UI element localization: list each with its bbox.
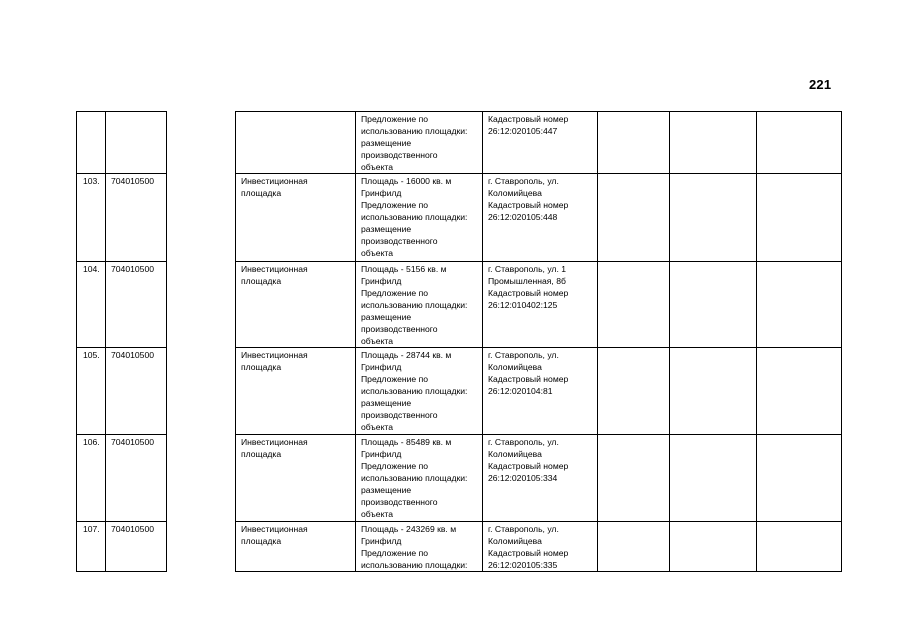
cell-empty — [757, 348, 842, 435]
cell-code: 704010500 — [106, 174, 167, 262]
cell-params: Предложение по использованию площадки: размещение производственного объекта — [356, 112, 483, 174]
cell-empty — [670, 522, 757, 572]
page-number: 221 — [809, 77, 832, 92]
cell-address: Кадастровый номер 26:12:020105:447 — [483, 112, 598, 174]
cell-empty — [598, 348, 670, 435]
cell-type: Инвестиционная площадка — [236, 435, 356, 522]
cell-params: Площадь - 5156 кв. м Гринфилд Предложение по использованию площадки: размещение производственного объекта — [356, 262, 483, 348]
cell-type: Инвестиционная площадка — [236, 262, 356, 348]
cell-empty — [757, 262, 842, 348]
cell-empty — [598, 174, 670, 262]
cell-empty — [598, 435, 670, 522]
cell-number: 104. — [77, 262, 106, 348]
cell-number — [77, 112, 106, 174]
table-row — [77, 112, 842, 174]
cell-empty-merged — [167, 112, 236, 572]
cell-address: г. Ставрополь, ул. Коломийцева Кадастровый номер 26:12:020105:335 — [483, 522, 598, 572]
cell-empty — [598, 262, 670, 348]
cell-type: Инвестиционная площадка — [236, 522, 356, 572]
cell-params: Площадь - 85489 кв. м Гринфилд Предложение по использованию площадки: размещение производственного объекта — [356, 435, 483, 522]
cell-address: г. Ставрополь, ул. Коломийцева Кадастровый номер 26:12:020105:448 — [483, 174, 598, 262]
cell-type: Инвестиционная площадка — [236, 348, 356, 435]
cell-params: Площадь - 243269 кв. м Гринфилд Предложение по использованию площадки: — [356, 522, 483, 572]
cell-empty — [670, 262, 757, 348]
cell-empty — [757, 435, 842, 522]
cell-empty — [670, 112, 757, 174]
register-table — [76, 111, 842, 572]
cell-params: Площадь - 16000 кв. м Гринфилд Предложение по использованию площадки: размещение производственного объекта — [356, 174, 483, 262]
cell-empty — [670, 435, 757, 522]
cell-code: 704010500 — [106, 435, 167, 522]
cell-type: Инвестиционная площадка — [236, 174, 356, 262]
cell-code — [106, 112, 167, 174]
cell-code: 704010500 — [106, 262, 167, 348]
cell-address: г. Ставрополь, ул. Коломийцева Кадастровый номер 26:12:020104:81 — [483, 348, 598, 435]
cell-number: 106. — [77, 435, 106, 522]
cell-empty — [670, 348, 757, 435]
cell-empty — [757, 522, 842, 572]
cell-type — [236, 112, 356, 174]
cell-code: 704010500 — [106, 522, 167, 572]
cell-empty — [598, 522, 670, 572]
cell-address: г. Ставрополь, ул. 1 Промышленная, 8б Кадастровый номер 26:12:010402:125 — [483, 262, 598, 348]
cell-number: 103. — [77, 174, 106, 262]
cell-empty — [598, 112, 670, 174]
cell-code: 704010500 — [106, 348, 167, 435]
cell-empty — [757, 112, 842, 174]
cell-number: 105. — [77, 348, 106, 435]
cell-params: Площадь - 28744 кв. м Гринфилд Предложение по использованию площадки: размещение производственного объекта — [356, 348, 483, 435]
cell-address: г. Ставрополь, ул. Коломийцева Кадастровый номер 26:12:020105:334 — [483, 435, 598, 522]
cell-number: 107. — [77, 522, 106, 572]
cell-empty — [670, 174, 757, 262]
cell-empty — [757, 174, 842, 262]
